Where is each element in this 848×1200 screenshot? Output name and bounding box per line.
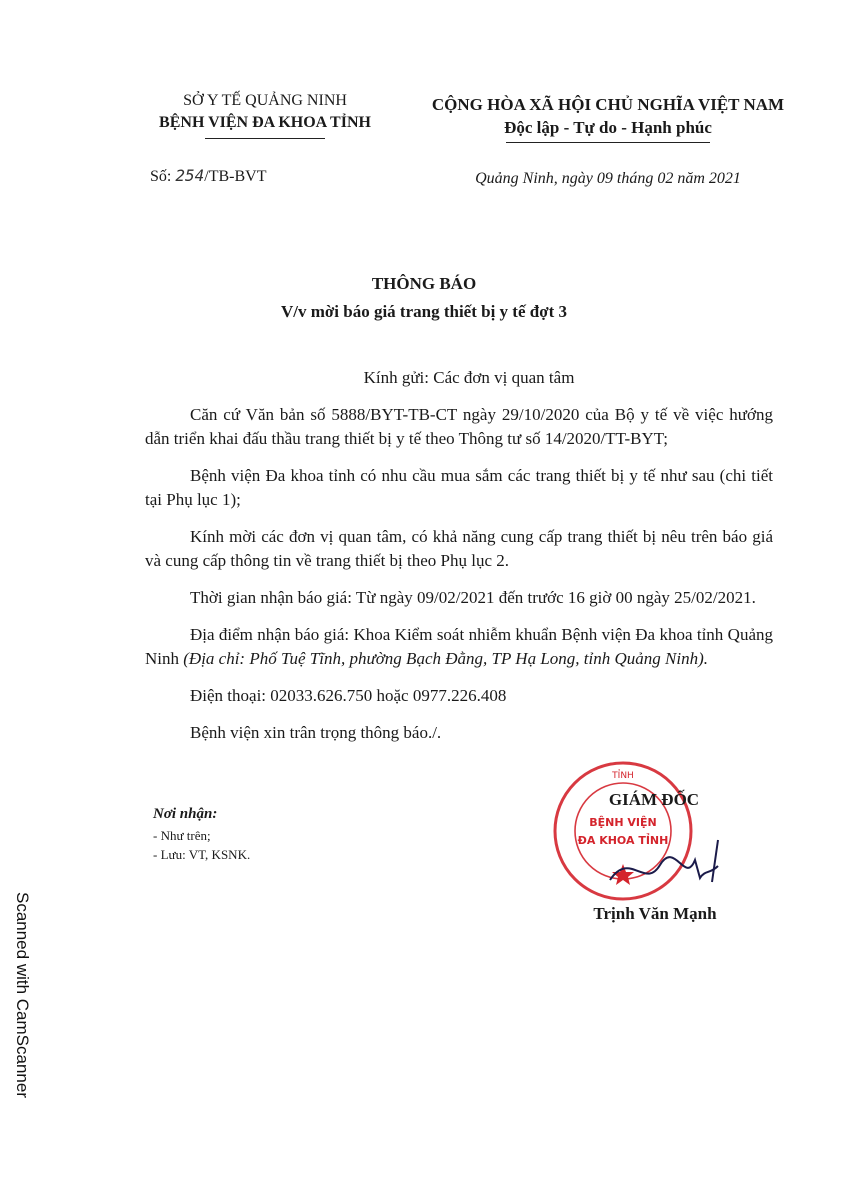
signatory-title: GIÁM ĐỐC: [608, 790, 700, 809]
greeting: Kính gửi: Các đơn vị quan tâm: [363, 368, 575, 387]
document-number: [150, 166, 266, 186]
recipients-title: Nơi nhận:: [153, 806, 218, 822]
paragraph-deadline: Thời gian nhận báo giá: Từ ngày 09/02/2021 đến trước 16 giờ 00 ngày 25/02/2021.: [190, 588, 756, 607]
recipient-item: - Lưu: VT, KSNK.: [153, 847, 251, 862]
location-address: (Địa chỉ: Phố Tuệ Tĩnh, phường Bạch Đằng, TP Hạ Long, tỉnh Quảng Ninh).: [183, 649, 708, 668]
paragraph-need: Bệnh viện Đa khoa tỉnh có nhu cầu mua sắm các trang thiết bị y tế như sau (chi tiết tại Phụ lục 1);: [145, 466, 773, 509]
scanner-watermark: Scanned with CamScanner: [13, 891, 32, 1098]
seal-top-text: TỈNH: [612, 771, 634, 781]
motto-underline: [506, 142, 710, 143]
paragraph-legal-basis: Căn cứ Văn bản số 5888/BYT-TB-CT ngày 29/10/2020 của Bộ y tế về việc hướng dẫn triển khai đấu thầu trang thiết bị y tế theo Thông tư số 14/2020/TT-BYT;: [145, 405, 773, 448]
nation-heading: CỘNG HÒA XÃ HỘI CHỦ NGHĨA VIỆT NAM: [431, 95, 785, 114]
closing-line: Bệnh viện xin trân trọng thông báo./.: [190, 723, 442, 742]
seal-center-line1: BỆNH VIỆN: [589, 816, 657, 829]
motto: Độc lập - Tự do - Hạnh phúc: [504, 118, 712, 137]
paragraph-location: [145, 623, 773, 671]
paragraph-invitation: Kính mời các đơn vị quan tâm, có khả năng cung cấp trang thiết bị nêu trên báo giá và cung cấp thông tin về trang thiết bị theo Phụ lục 2.: [145, 527, 773, 570]
recipient-item: - Như trên;: [153, 828, 211, 843]
seal-center-line2: ĐA KHOA TỈNH: [577, 834, 669, 847]
organization-underline: [205, 138, 325, 139]
document-body: [145, 366, 773, 758]
document-number-suffix: /TB-BVT: [204, 168, 267, 185]
date-line: Quảng Ninh, ngày 09 tháng 02 năm 2021: [475, 170, 741, 187]
signer-name: Trịnh Văn Mạnh: [593, 904, 717, 923]
document-subject: V/v mời báo giá trang thiết bị y tế đợt 3: [280, 302, 568, 321]
document-number-handwritten: 254: [175, 166, 205, 185]
phone-line: Điện thoại: 02033.626.750 hoặc 0977.226.408: [190, 686, 507, 705]
document-number-prefix: Số:: [150, 168, 176, 185]
organization-name: BỆNH VIỆN ĐA KHOA TỈNH: [159, 114, 371, 131]
location-text: Địa điểm nhận báo giá: Khoa Kiểm soát nhiễm khuẩn Bệnh viện Đa khoa tỉnh Quảng Ninh: [145, 625, 773, 668]
document-title: THÔNG BÁO: [371, 274, 477, 293]
parent-organization: SỞ Y TẾ QUẢNG NINH: [183, 92, 347, 109]
handwritten-signature: [600, 830, 740, 900]
